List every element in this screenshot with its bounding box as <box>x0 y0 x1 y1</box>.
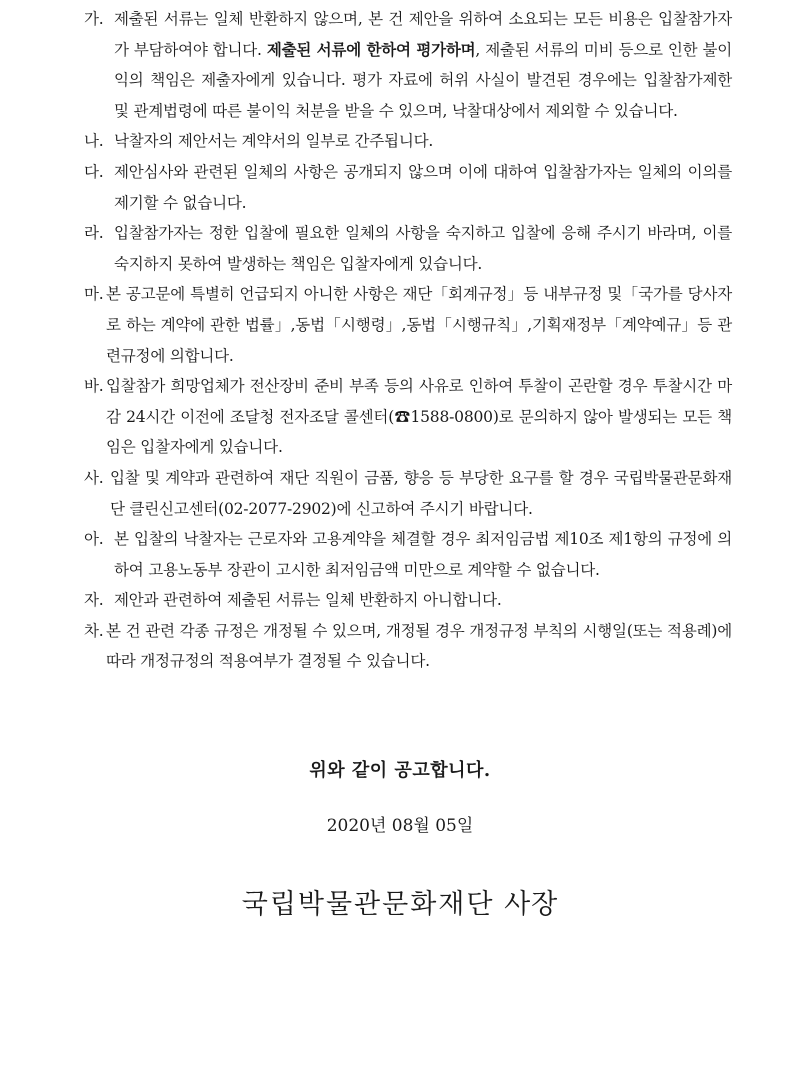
item-marker: 라. <box>84 224 104 243</box>
notice-item-ja <box>84 585 732 616</box>
notice-item-da <box>84 157 732 218</box>
item-text: 입찰참가 희망업체가 전산장비 준비 부족 등의 사유로 인하여 투찰이 곤란할 경우 투찰시간 마감 24시간 이전에 조달청 전자조달 콜센터(☎1588-0800)로 문의하지 않아 발생되는 모든 책임은 입찰자에게 있습니다. <box>106 377 732 457</box>
item-marker: 자. <box>84 591 104 610</box>
item-marker: 마. <box>84 285 104 304</box>
notice-item-sa <box>84 463 732 524</box>
notice-item-ma <box>84 279 732 371</box>
item-text: , 제출된 서류의 미비 등으로 인한 불이익의 책임은 제출자에게 있습니다. 평가 자료에 허위 사실이 발견된 경우에는 입찰참가제한 및 관계법령에 따른 불이익 처분을 받을 수 있으며, 낙찰대상에서 제외할 수 있습니다. <box>114 40 733 120</box>
item-text: 제출된 서류는 일체 반환하지 않으며, 본 건 제안을 위하여 소요되는 모든 비용은 입찰참가자가 부담하여야 합니다. <box>114 10 732 59</box>
item-text-bold: 제출된 서류에 한하여 평가하며 <box>266 39 476 59</box>
signer-title: 사장 <box>504 889 559 920</box>
item-marker: 아. <box>84 530 104 549</box>
item-marker: 사. <box>84 468 104 487</box>
notice-item-na <box>84 126 732 157</box>
item-text: 본 입찰의 낙찰자는 근로자와 고용계약을 체결할 경우 최저임금법 제10조 제1항의 규정에 의하여 고용노동부 장관이 고시한 최저임금액 미만으로 계약할 수 없습니다. <box>114 530 732 579</box>
notice-item-cha <box>84 616 732 677</box>
notice-date: 2020년 08월 05일 <box>326 816 474 836</box>
signer <box>0 882 800 921</box>
notice-items <box>84 4 732 677</box>
notice-item-ba <box>84 371 732 463</box>
notice-item-a <box>84 524 732 585</box>
item-text: 제안심사와 관련된 일체의 사항은 공개되지 않으며 이에 대하여 입찰참가자는 일체의 이의를 제기할 수 없습니다. <box>114 162 732 212</box>
item-text: 입찰 및 계약과 관련하여 재단 직원이 금품, 향응 등 부당한 요구를 할 경우 국립박물관문화재단 클린신고센터(02-2077-2902)에 신고하여 주시기 바랍니다. <box>110 468 732 518</box>
item-marker: 가. <box>84 10 104 28</box>
item-marker: 바. <box>84 377 104 396</box>
item-text: 본 공고문에 특별히 언급되지 아니한 사항은 재단「회계규정」등 내부규정 및「국가를 당사자로 하는 계약에 관한 법률」,동법「시행령」,동법「시행규칙」,기획재정부「계약예규」등 관련규정에 의합니다. <box>106 285 732 365</box>
signer-organization: 국립박물관문화재단 <box>241 889 495 920</box>
item-marker: 나. <box>84 132 104 151</box>
item-text: 본 건 관련 각종 규정은 개정될 수 있으며, 개정될 경우 개정규정 부칙의 시행일(또는 적용례)에 따라 개정규정의 적용여부가 결정될 수 있습니다. <box>106 621 732 671</box>
item-marker: 다. <box>84 162 104 181</box>
item-marker: 차. <box>84 621 104 640</box>
closing-statement: 위와 같이 공고합니다. <box>309 760 491 781</box>
item-text: 제안과 관련하여 제출된 서류는 일체 반환하지 아니합니다. <box>114 591 502 610</box>
notice-item-ra <box>84 218 732 279</box>
notice-item-ga <box>84 4 732 126</box>
item-text: 낙찰자의 제안서는 계약서의 일부로 간주됩니다. <box>114 132 434 151</box>
item-text: 입찰참가자는 정한 입찰에 필요한 일체의 사항을 숙지하고 입찰에 응해 주시기 바라며, 이를 숙지하지 못하여 발생하는 책임은 입찰자에게 있습니다. <box>114 224 732 273</box>
